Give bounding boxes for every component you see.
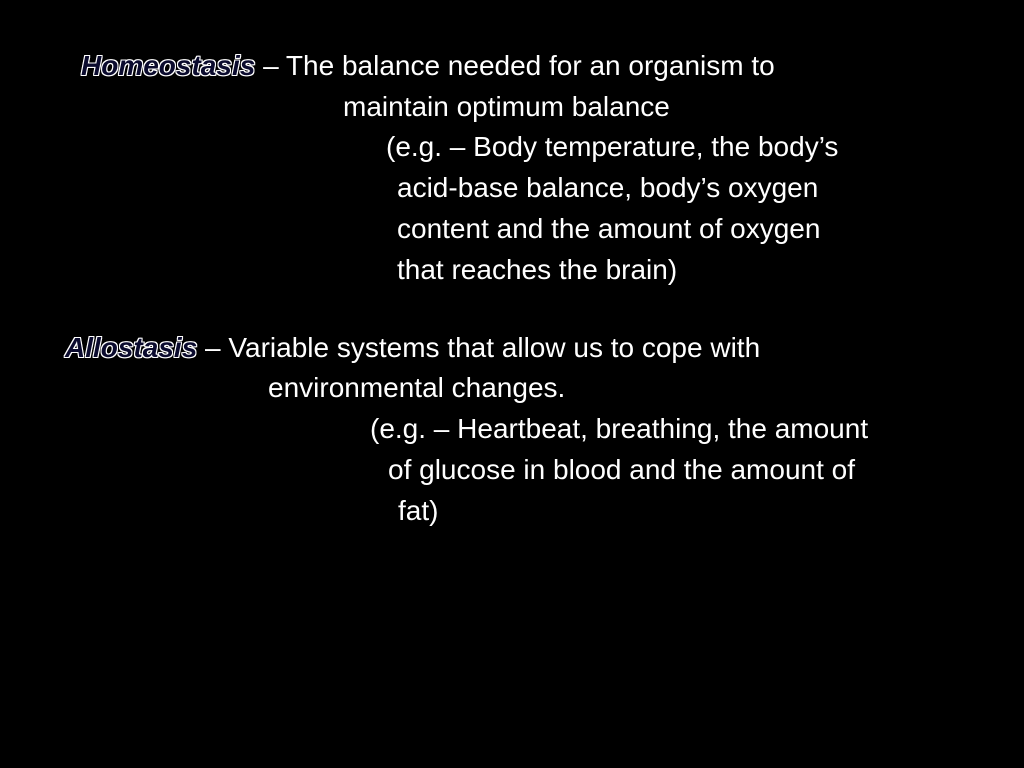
homeostasis-example-line-3: content and the amount of oxygen xyxy=(397,213,821,244)
homeostasis-example-line-4: that reaches the brain) xyxy=(397,254,678,285)
allostasis-example-line-2: of glucose in blood and the amount of xyxy=(388,454,856,485)
homeostasis-heading-line xyxy=(81,45,775,86)
allostasis-definition-line-1: – Variable systems that allow us to cope with xyxy=(197,332,761,363)
homeostasis-definition-line-1: – The balance needed for an organism to xyxy=(255,50,775,81)
homeostasis-example-line-2: acid-base balance, body’s oxygen xyxy=(397,172,819,203)
homeostasis-example-line-1: (e.g. – Body temperature, the body’s xyxy=(386,131,839,162)
homeostasis-definition-line-2: maintain optimum balance xyxy=(343,91,670,122)
allostasis-example-line-3: fat) xyxy=(398,495,439,526)
allostasis-definition-line-2: environmental changes. xyxy=(268,372,566,403)
homeostasis-term: Homeostasis xyxy=(81,50,256,81)
allostasis-example-line-1: (e.g. – Heartbeat, breathing, the amount xyxy=(370,413,869,444)
allostasis-term: Allostasis xyxy=(65,332,198,363)
allostasis-heading-line xyxy=(65,327,760,368)
